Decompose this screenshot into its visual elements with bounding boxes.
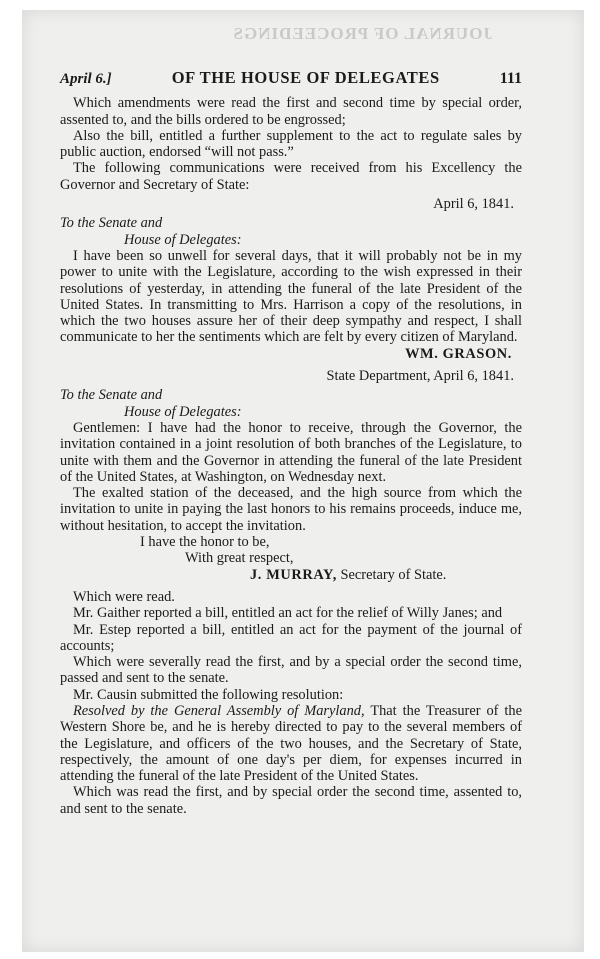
paragraph-read: Which were read. xyxy=(73,588,175,605)
paragraph-estep-bill: Mr. Estep reported a bill, entitled an act for the payment of the journal of accounts; xyxy=(60,621,522,654)
paragraph-gaither-bill: Mr. Gaither reported a bill, entitled an act for the relief of Willy Janes; and xyxy=(73,605,503,622)
letter1-body: I have been so unwell for several days, that it will probably not be in my power to unite with the Legislature, according to the wish expressed in their resolutions of yesterday, in attending the funeral of the late President of the United States. In transmitting to Mrs. Harrison a copy of the resolutions, in which the two houses assure her of their deep sympathy and respect, I shall communicate to her the sentiments which are felt by every citizen of Maryland. xyxy=(60,247,522,346)
document-page xyxy=(22,10,584,952)
resolution-lead: Resolved by the General Assembly of Maryland, xyxy=(73,702,365,719)
paragraph-amendments: Which amendments were read the first and second time by special order, assented to, and the bills ordered to be engrossed; xyxy=(60,95,522,128)
letter2-address-line1: To the Senate and xyxy=(60,387,163,404)
letter1-address-line1: To the Senate and xyxy=(60,215,163,232)
paragraph-causin-resolution: Mr. Causin submitted the following resolution: xyxy=(73,686,344,703)
letter2-signature xyxy=(60,567,522,583)
header-date: April 6.] xyxy=(60,71,112,87)
letter2-body-gentlemen: Gentlemen: I have had the honor to receive, through the Governor, the invitation contained in a joint resolution of both branches of the Legislature, to unite with them and the Governor in attending the funeral of the late President of the United States, at Washington, on Wednesday next. xyxy=(60,419,522,485)
letter2-signature-name: J. MURRAY, xyxy=(250,566,337,583)
letter1-date: April 6, 1841. xyxy=(433,196,514,213)
paragraph-auction-bill: Also the bill, entitled a further supplement to the act to regulate sales by public auction, endorsed “will not pass.” xyxy=(60,127,522,161)
paragraph-resolution xyxy=(60,703,522,784)
running-header xyxy=(60,70,522,87)
letter2-body-exalted: The exalted station of the deceased, and the high source from which the invitation to unite in paying the last honors to his remains proceeds, induce me, without hesitation, to accept the invitation. xyxy=(60,485,522,534)
letter2-closing2: With great respect, xyxy=(185,550,294,567)
page-text xyxy=(60,70,522,817)
paragraph-severally-read: Which were severally read the first, and by a special order the second time, passed and sent to the senate. xyxy=(60,654,522,687)
letter2-closing1: I have the honor to be, xyxy=(140,534,270,551)
letter1-signature: WM. GRASON. xyxy=(405,345,512,362)
paragraph-communications: The following communications were received from his Excellency the Governor and Secretary of State: xyxy=(60,160,522,193)
letter2-dateline: State Department, April 6, 1841. xyxy=(326,368,514,385)
resolution-text: That the Treasurer of the Western Shore be, and he is hereby directed to pay to the several members of the Legislature, and officers of the two houses, and the Secretary of State, respectively, the amount of one day's per diem, for expenses incurred in attending the funeral of the late President of the United States. xyxy=(60,702,522,785)
paragraph-resolution-read: Which was read the first, and by special order the second time, assented to, and sent to the senate. xyxy=(60,784,522,817)
letter2-address-line2: House of Delegates: xyxy=(124,403,242,420)
header-title: OF THE HOUSE OF DELEGATES xyxy=(171,68,440,87)
bleed-through-text: JOURNAL OF PROCEEDINGS xyxy=(232,24,492,43)
letter1-address-line2: House of Delegates: xyxy=(124,231,242,248)
letter2-signature-title: Secretary of State. xyxy=(340,566,447,583)
page-number: 111 xyxy=(499,70,522,87)
